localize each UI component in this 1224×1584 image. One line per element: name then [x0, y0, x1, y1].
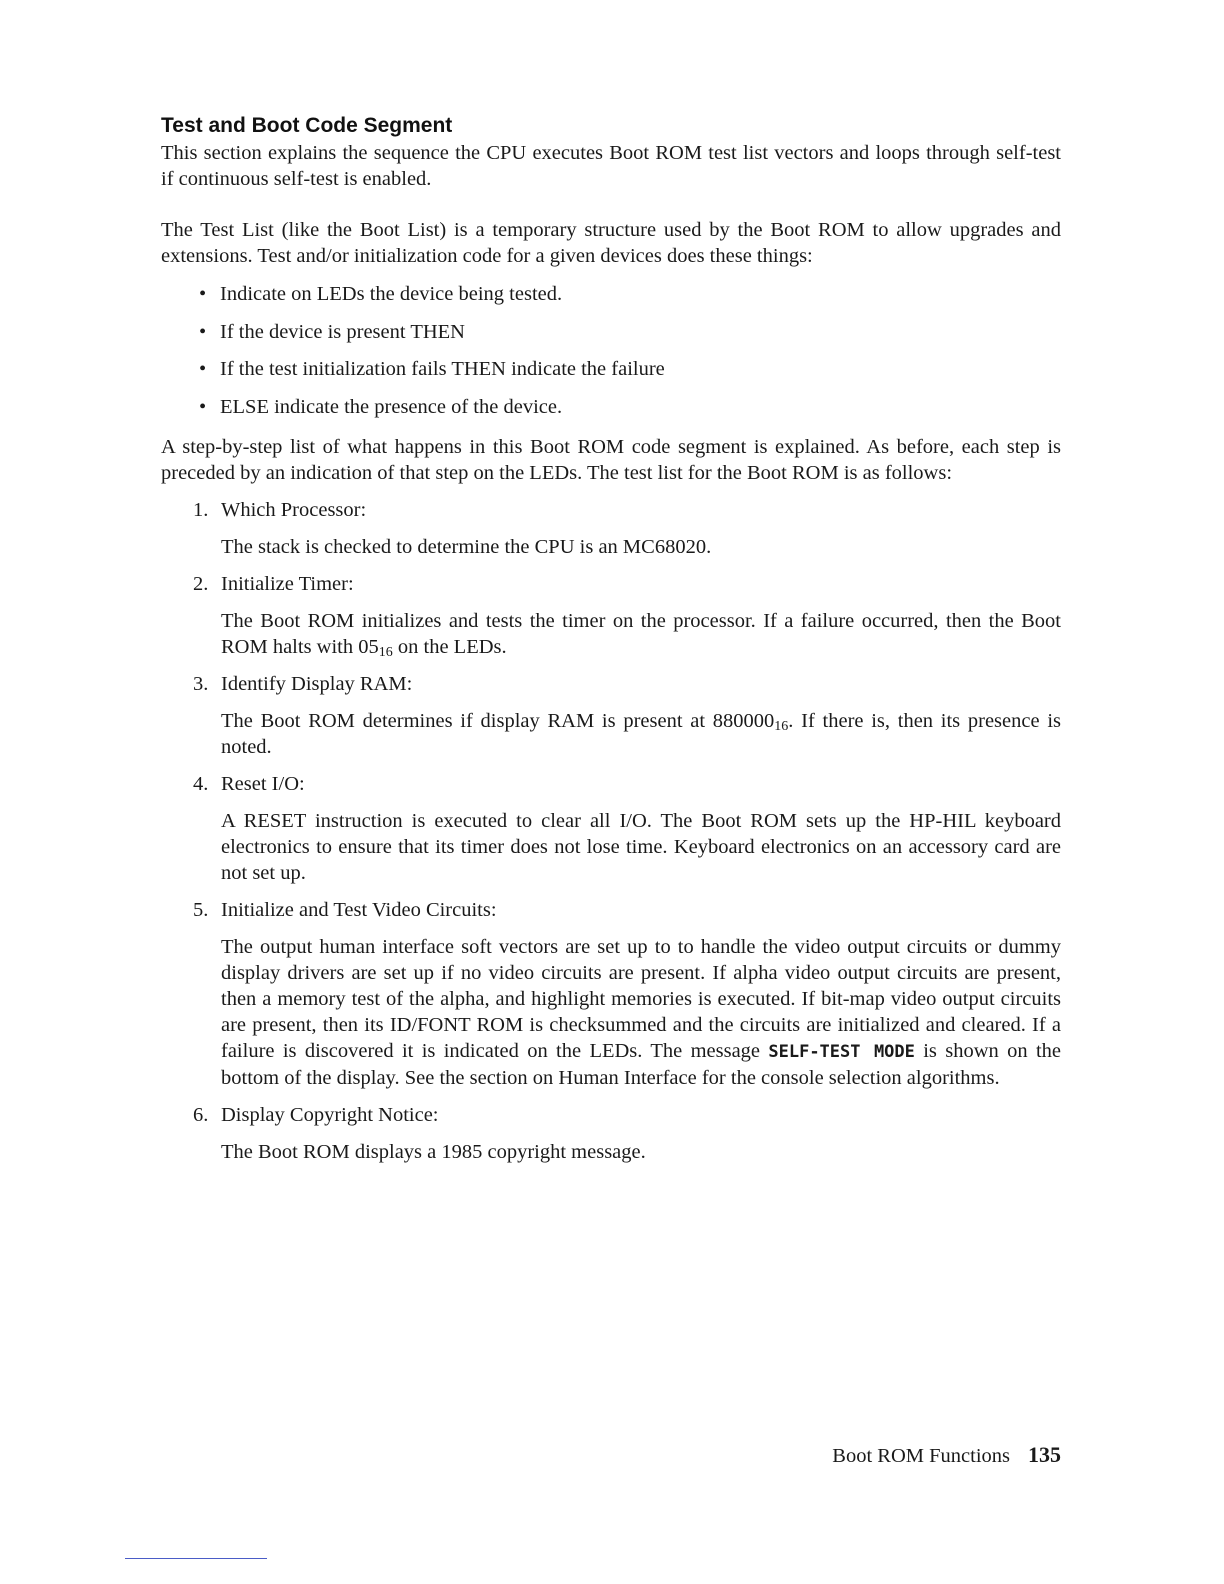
step-description: A RESET instruction is executed to clear all I/O. The Boot ROM sets up the HP-HIL keyboard electronics to ensure that its timer does not lose time. Keyboard electronics on an accessory card are not set up. — [221, 809, 1061, 884]
step-title: Initialize and Test Video Circuits: — [221, 898, 497, 921]
footer-rule — [125, 1558, 267, 1559]
step-number: 3. — [193, 672, 209, 695]
bullet-icon: • — [199, 320, 207, 343]
bullet-item: • ELSE indicate the presence of the device. — [199, 395, 563, 418]
bullet-icon: • — [199, 395, 207, 418]
test-list-paragraph: The Test List (like the Boot List) is a temporary structure used by the Boot ROM to allow upgrades and extensions. Test and/or initialization code for a given devices does these things: — [161, 219, 1061, 267]
step-number: 6. — [193, 1103, 209, 1126]
step-title: Identify Display RAM: — [221, 672, 413, 695]
step-description: The output human interface soft vectors are set up to to handle the video output circuits or dummy display drivers are set up if no video circuits are present. If alpha video output circuits are present, then a memory test of the alpha, and highlight memories is executed. If bit-map video output circuits are present, then its ID/FONT ROM is checksummed and the circuits are initialized and cleared. If a failure is discovered it is indicated on the LEDs. The message SELF-TEST MODE is shown on the bottom of the display. See the section on Human Interface for the console selection algorithms. — [221, 935, 1062, 1089]
step-item — [161, 1102, 1061, 1165]
step-description: The Boot ROM determines if display RAM is present at $880000_{16}$. If there is, then its presence is noted. — [221, 709, 1061, 758]
step-title: Reset I/O: — [221, 772, 305, 795]
bullet-item: • If the test initialization fails THEN indicate the failure — [199, 358, 665, 380]
page-footer — [832, 1442, 1061, 1469]
step-intro-paragraph: A step-by-step list of what happens in this Boot ROM code segment is explained. As before, each step is preceded by an indication of that step on the LEDs. The test list for the Boot ROM is as follows: — [161, 435, 1061, 484]
step-number: 2. — [193, 572, 209, 595]
bullet-item: • If the device is present THEN — [199, 320, 465, 343]
step-title: Which Processor: — [221, 498, 367, 521]
bullet-list — [161, 281, 1061, 420]
bullet-icon: • — [199, 283, 207, 305]
step-title: Display Copyright Notice: — [221, 1103, 439, 1126]
step-item — [161, 771, 1061, 886]
bullet-item: • Indicate on LEDs the device being tested. — [199, 283, 563, 305]
step-description: The stack is checked to determine the CPU is an MC68020. — [221, 535, 712, 558]
page-content — [161, 112, 1061, 1176]
bullet-icon: • — [199, 358, 207, 380]
step-description: The Boot ROM displays a 1985 copyright message. — [221, 1140, 646, 1163]
step-item — [161, 497, 1061, 560]
step-number: 4. — [193, 772, 209, 795]
footer-title: Boot ROM Functions — [832, 1445, 1010, 1467]
step-description: The Boot ROM initializes and tests the timer on the processor. If a failure occurred, then the Boot ROM halts with $05_{16}$ on the LEDs. — [221, 609, 1061, 660]
intro-paragraph: This section explains the sequence the CPU executes Boot ROM test list vectors and loops through self-test if continuous self-test is enabled. — [161, 142, 1061, 190]
step-list — [161, 497, 1061, 1165]
step-title: Initialize Timer: — [221, 572, 354, 595]
section-heading: Test and Boot Code Segment — [161, 114, 453, 137]
step-item — [161, 671, 1061, 760]
step-number: 1. — [193, 498, 209, 521]
step-item — [161, 897, 1061, 1091]
step-number: 5. — [193, 898, 209, 921]
step-item — [161, 571, 1061, 660]
code-message: SELF-TEST MODE — [768, 1041, 915, 1062]
page-number: 135 — [1028, 1442, 1061, 1467]
